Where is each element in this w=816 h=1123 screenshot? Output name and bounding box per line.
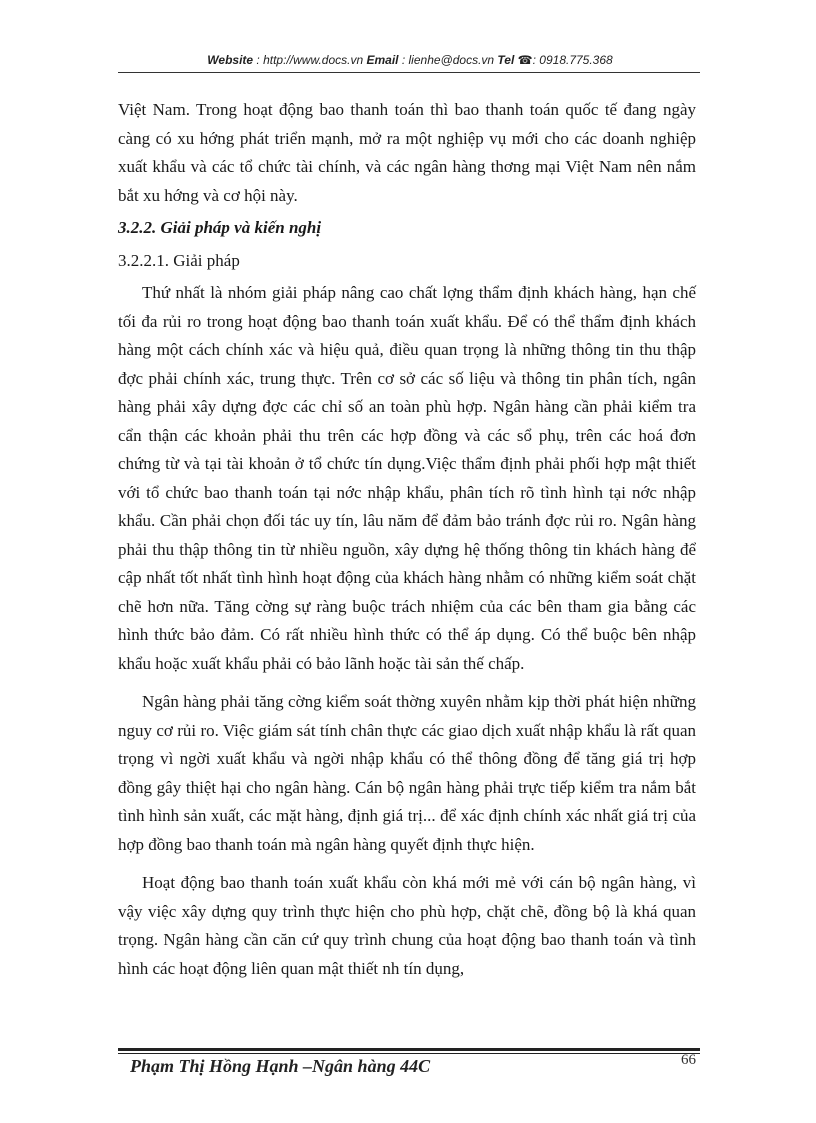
tel-label: Tel xyxy=(497,53,515,67)
footer-divider-thick xyxy=(118,1048,700,1051)
body-paragraph: Ngân hàng phải tăng cờng kiểm soát thờng xuyên nhằm kịp thời phát hiện những nguy cơ rủi ro. Việc giám sát tính chân thực các giao dịch xuất nhập khẩu là rất quan trọng vì ngời xuất khẩu và ngời nhập khẩu có thể thông đồng để tăng giá trị hợp đồng gây thiệt hại cho ngân hàng. Cán bộ ngân hàng phải trực tiếp kiểm tra nắm bắt tình hình sản xuất, các mặt hàng, định giá trị... để xác định chính xác nhất giá trị của hợp đồng bao thanh toán mà ngân hàng quyết định thực hiện. xyxy=(118,692,696,854)
footer-author: Phạm Thị Hồng Hạnh –Ngân hàng 44C xyxy=(130,1056,431,1076)
email-value[interactable]: : lienhe@docs.vn xyxy=(401,53,495,67)
tel-value: : 0918.775.368 xyxy=(532,53,613,67)
page-header xyxy=(120,50,700,72)
website-value[interactable]: : http://www.docs.vn xyxy=(256,53,364,67)
header-divider xyxy=(118,72,700,73)
subsection-heading: 3.2.2.1. Giải pháp xyxy=(118,250,240,270)
section-heading: 3.2.2. Giải pháp và kiến nghị xyxy=(118,218,322,237)
phone-icon: ☎ xyxy=(517,53,533,67)
document-body xyxy=(118,96,696,983)
body-paragraph: Hoạt động bao thanh toán xuất khẩu còn khá mới mẻ với cán bộ ngân hàng, vì vậy việc xây dựng quy trình thực hiện cho phù hợp, chặt chẽ, đồng bộ là khá quan trọng. Ngân hàng cần căn cứ quy trình chung của hoạt động bao thanh toán và tình hình các hoạt động liên quan mật thiết nh tín dụng, xyxy=(118,873,696,978)
email-label: Email xyxy=(366,53,399,67)
body-paragraph: Thứ nhất là nhóm giải pháp nâng cao chất lợng thẩm định khách hàng, hạn chế tối đa rủi ro trong hoạt động bao thanh toán xuất khẩu. Để có thể thẩm định khách hàng một cách chính xác và hiệu quả, điều quan trọng là những thông tin thu thập đợc phải chính xác, trung thực. Trên cơ sở các số liệu và thông tin phân tích, ngân hàng phải xây dựng đợc các chỉ số an toàn phù hợp. Ngân hàng cần phải kiểm tra cẩn thận các khoản phải thu trên các hợp đồng và các sổ phụ, trên các hoá đơn chứng từ và tại tài khoản ở tổ chức tín dụng.Việc thẩm định phải phối hợp mật thiết với tổ chức bao thanh toán tại nớc nhập khẩu, phân tích rõ tình hình tại nớc nhập khẩu. Cần phải chọn đối tác uy tín, lâu năm để đảm bảo tránh đợc rủi ro. Ngân hàng phải thu thập thông tin từ nhiều nguồn, xây dựng hệ thống thông tin khách hàng để cập nhất tốt nhất tình hình hoạt động của khách hàng nhằm có những kiểm soát chặt chẽ hơn nữa. Tăng cờng sự ràng buộc trách nhiệm của các bên tham gia bằng các hình thức bảo đảm. Có rất nhiều hình thức có thể áp dụng. Có thể buộc bên nhập khẩu hoặc xuất khẩu phải có bảo lãnh hoặc tài sản thế chấp. xyxy=(118,283,696,673)
page-number: 66 xyxy=(681,1052,696,1068)
lead-paragraph: Việt Nam. Trong hoạt động bao thanh toán thì bao thanh toán quốc tế đang ngày càng có xu hớng phát triển mạnh, mở ra một nghiệp vụ mới cho các doanh nghiệp xuất khẩu và các tổ chức tài chính, và các ngân hàng thơng mại Việt Nam nên nắm bắt xu hớng và cơ hội này. xyxy=(118,100,696,205)
footer-divider-thin xyxy=(118,1053,700,1054)
website-label: Website xyxy=(207,53,254,67)
